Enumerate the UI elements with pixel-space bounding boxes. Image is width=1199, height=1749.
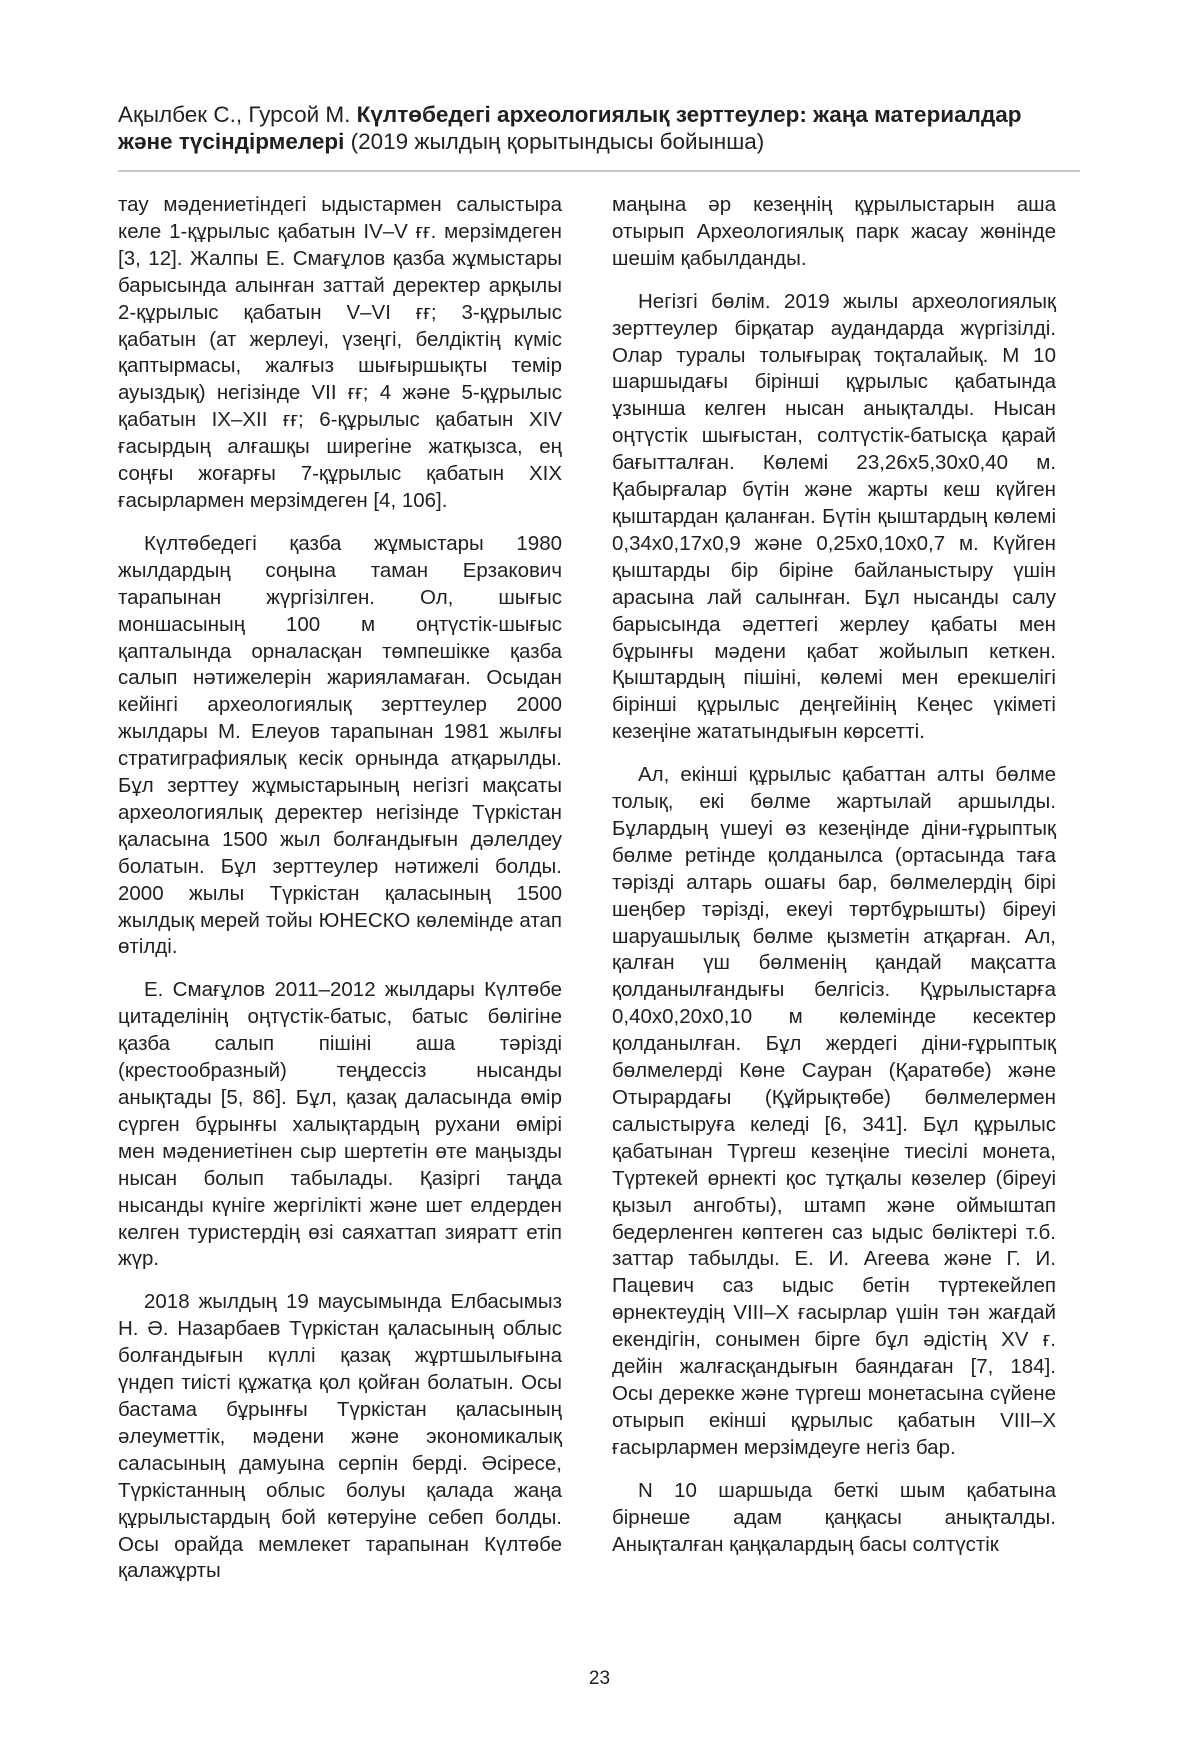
header-subtitle: (2019 жылдың қорытындысы бойынша) [344,129,765,154]
header-divider [118,170,1080,172]
paragraph: маңына әр кезеңнің құрылыстарын аша отырып Археологиялық парк жасау жөнінде шешім қабылданды. [612,193,1056,270]
paragraph: Ал, екінші құрылыс қабаттан алты бөлме толық, екі бөлме жартылай аршылды. Бұлардың үшеуі өз кезеңінде діни-ғұрыптық бөлме ретінде қолданылса (ортасында таға тәрізді алтарь ошағы бар, бөлмелердің бірі шеңбер тәрізді, екеуі төртбұрышты) біреуі шаруашылық бөлме қызметін атқарған. Ал, қалған үш бөлменің қандай мақсатта қолданылғандығы белгісіз. Құрылыстарға 0,40х0,20х0,10 м көлемінде кесектер қолданылған. Бұл жердегі діни-ғұрыптық бөлмелерді Көне Сауран (Қаратөбе) және Отырардағы (Құйрықтөбе) бөлмелермен салыстыруға келеді [6, 341]. Бұл құрылыс қабатынан Түргеш кезеңіне тиесілі монета, Түртекей өрнекті қос тұтқалы көзелер (біреуі қызыл ангобты), штамп және оймыштап бедерленген көптеген саз ыдыс бөліктері т.б. заттар табылды. Е. И. Агеева және Г. И. Пацевич саз ыдыс бетін түртекейлеп өрнектеудің VIII–X ғасырлар үшін тән жағдай екендігін, сонымен бірге бұл әдістің XV ғ. дейін жалғасқандығын баяндаған [7, 184]. Осы дерекке және түргеш монетасына сүйене отырып екінші құрылыс қабатын VIII–X ғасырлармен мерзімдеуге негіз бар. [612,763,1056,1459]
right-column [612,192,1056,1574]
paragraph: Күлтөбедегі қазба жұмыстары 1980 жылдардың соңына таман Ерзакович тарапынан жүргізілген. Ол, шығыс моншасының 100 м оңтүстік-шығыс қапталында орналасқан төмпешікке қазба салып нәтижелерін жарияламаған. Осыдан кейінгі археологиялық зерттеулер 2000 жылдары М. Елеуов тарапынан 1981 жылғы стратиграфиялық кесік орнында атқарылды. Бұл зерттеу жұмыстарының негізгі мақсаты археологиялық деректер негізінде Түркістан қаласына 1500 жыл болғандығын дәлелдеу болатын. Бұл зерттеулер нәтижелі болды. 2000 жылы Түркістан қаласының 1500 жылдық мерей тойы ЮНЕСКО көлемінде атап өтілді. [118,531,562,959]
paragraph: тау мәдениетіндегі ыдыстармен салыстыра келе 1-құрылыс қабатын IV–V ғғ. мерзімдеген [3, 12]. Жалпы Е. Смағұлов қазба жұмыстары барысында алынған заттай деректер арқылы 2-құрылыс қабатын V–VI ғғ; 3-құрылыс қабатын (ат жерлеуі, үзеңгі, белдіктің күміс қаптырмасы, жалғыз шығыршықты темір ауыздық) негізінде VII ғғ; 4 және 5-құрылыс қабатын IX–XII ғғ; 6-құрылыс қабатын XIV ғасырдың алғашқы ширегіне жатқызса, ең соңғы жоғарғы 7-құрылыс қабатын XIX ғасырлармен мерзімдеген [4, 106]. [118,193,562,512]
running-header [118,101,1078,155]
paragraph: Негізгі бөлім. 2019 жылы археологиялық зерттеулер бірқатар аудандарда жүргізілді. Олар туралы толығырақ тоқталайық. М 10 шаршыдағы бірінші құрылыс қабатында ұзынша келген нысан анықталды. Нысан оңтүстік шығыстан, солтүстік-батысқа қарай бағытталған. Көлемі 23,26х5,30х0,40 м. Қабырғалар бүтін және жарты кеш күйген қыштардан қаланған. Бүтін қыштардың көлемі 0,34х0,17х0,9 және 0,25х0,10х0,7 м. Күйген қыштарды бір біріне байланыстыру үшін арасына лай салынған. Бұл нысанды салу барысында әдеттегі жерлеу қабаты мен бұрынғы мәдени қабат жойылып кеткен. Қыштардың пішіні, көлемі мен ерекшелігі бірінші құрылыс деңгейінің Кеңес үкіметі кезеңіне жататындығын көрсетті. [612,289,1056,744]
header-title: Күлтөбедегі археологиялық зерттеулер: жаңа материалдар және түсіндірмелері [118,102,1022,154]
paragraph: N 10 шаршыда беткі шым қабатына бірнеше адам қаңқасы анықталды. Анықталған қаңқалардың басы солтүстік [612,1478,1056,1556]
paragraph: 2018 жылдың 19 маусымында Елбасымыз Н. Ә. Назарбаев Түркістан қаласының облыс болғандығын күллі қазақ жұртшылығына үндеп тиісті құжатқа қол қойған болатын. Осы бастама бұрынғы Түркістан қаласының әлеуметтік, мәдени және экономикалық саласының дамуына серпін берді. Әсіресе, Түркістанның облыс болуы қалада жаңа құрылыстардың бой көтеруіне себеп болды. Осы орайда мемлекет тарапынан Күлтөбе қалажұрты [118,1290,562,1583]
page-number: 23 [588,1668,611,1689]
paragraph: Е. Смағұлов 2011–2012 жылдары Күлтөбе цитаделінің оңтүстік-батыс, батыс бөлігіне қазба салып пішіні аша тәрізді (крестообразный) теңдессіз нысанды анықтады [5, 86]. Бұл, қазақ даласында өмір сүрген бұрынғы халықтардың рухани өмірі мен мәдениетінен сыр шертетін өте маңызды нысан болып табылады. Қазіргі таңда нысанды күніге жергілікті және шет елдерден келген туристердің өзі саяхаттап зияратт етіп жүр. [118,978,562,1271]
left-column [118,192,562,1601]
header-authors: Ақылбек С., Гурсой М. [118,102,357,127]
